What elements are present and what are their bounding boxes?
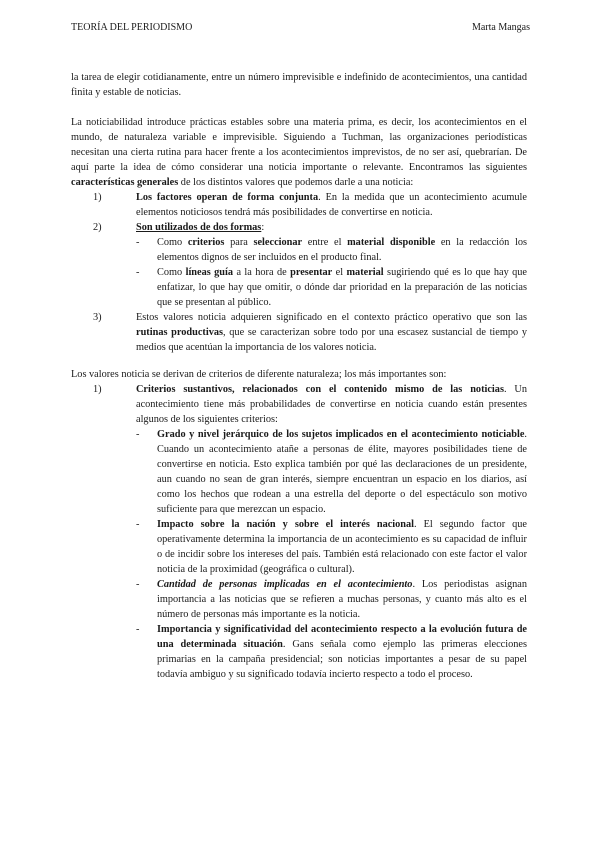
list-item-text: . En la medida que un acontecimiento acumule elementos noticiosos tendrá más posibilidades de convertirse en noticia. (136, 192, 527, 218)
sublist-text: . Cuando un acontecimiento atañe a personas de élite, mayores posibilidades tiene de convertirse en noticia. Esto explica también por qué las declaraciones de un presidente, aun cuando no sean de gran interés, siempre encuentran un espacio en los diarios, así como los hechos que rodean a una estrella del deporte o del espectáculo son motivo suficiente para que merezcan un espacio. (157, 429, 527, 515)
sublist-bold: presentar (290, 267, 333, 278)
sublist-item (136, 622, 527, 682)
sublist-item (136, 517, 527, 577)
sublist-bold: material disponible (347, 237, 436, 248)
sublist-bold: seleccionar (253, 237, 303, 248)
sublist-bold: criterios (187, 237, 225, 248)
list-item-text: : (261, 222, 265, 233)
sublist-bold: Impacto sobre la nación y sobre el interés nacional (157, 519, 415, 530)
sublist-text: . El segundo factor que operativamente determina la importancia de un acontecimiento es su capacidad de influir o de incidir sobre los intereses del país. También está relacionado con este factor el valor noticia de la proximidad (geográfica o cultural). (157, 519, 527, 575)
dash-marker: - (136, 579, 140, 590)
page-header (71, 22, 530, 33)
noticiabilidad-paragraph (71, 115, 527, 190)
list-item (71, 190, 527, 220)
header-author-name: Marta Mangas (471, 22, 530, 33)
list-number: 2) (93, 222, 102, 233)
list-item (71, 310, 527, 355)
sublist-item (136, 265, 527, 310)
dash-marker: - (136, 624, 140, 635)
sublist-bold: líneas guía (185, 267, 234, 278)
criteria-list (71, 382, 527, 682)
paragraph-text: La noticiabilidad introduce prácticas estables sobre una materia prima, es decir, los acontecimientos en el mundo, de naturaleza variable e imprevisible. Siguiendo a Tuchman, las organizaciones periodísticas necesitan una cierta rutina para hacer frente a los acontecimientos imprevistos, de no ser así, quebrarían. De aquí parte la idea de cómo considerar una noticia importante o relevante. Encontramos las siguientes (71, 117, 527, 173)
sublist-item (136, 235, 527, 265)
sublist (136, 235, 527, 310)
sublist (136, 427, 527, 682)
sublist-bold: Importancia y significatividad del acontecimiento respecto a la evolución futura de una determinada situación (157, 624, 527, 650)
list-item-bold: Son utilizados de dos formas (136, 222, 262, 233)
sublist-text: a la hora de (233, 267, 291, 278)
list-item-bold: Los factores operan de forma conjunta (136, 192, 319, 203)
list-number: 3) (93, 312, 102, 323)
sublist-text: para (224, 237, 254, 248)
dash-marker: - (136, 519, 140, 530)
header-course-title: TEORÍA DEL PERIODISMO (71, 22, 193, 33)
sublist-text: . Los periodistas asignan importancia a las noticias que se refieren a muchas personas, y cuanto más alto es el número de personas más importante es la noticia. (157, 579, 528, 620)
list-item-text: , que se caracterizan sobre todo por una escasez sustancial de tiempo y medios que acentúan la importancia de los valores noticia. (136, 327, 527, 353)
document-body (71, 70, 527, 682)
sublist-text: el (332, 267, 347, 278)
list-item-text: Estos valores noticia adquieren significado en el contexto práctico operativo que son las (136, 312, 527, 323)
dash-marker: - (136, 267, 140, 278)
sublist-bold: material (346, 267, 384, 278)
list-item (71, 220, 527, 310)
sublist-item (136, 577, 527, 622)
criteria-intro-paragraph: Los valores noticia se derivan de criterios de diferente naturaleza; los más importantes son: (71, 369, 447, 380)
list-item-bold: Criterios sustantivos, relacionados con el contenido mismo de las noticias (136, 384, 504, 395)
list-item (71, 382, 527, 682)
sublist-text: . Gans señala como ejemplo las primeras elecciones primarias en la campaña presidencial; son noticias importantes a pesar de su papel todavía ambiguo y su significado todavía incierto respecto a todo el proceso. (157, 639, 527, 680)
list-number: 1) (93, 192, 102, 203)
sublist-text: Como (157, 237, 188, 248)
list-number: 1) (93, 384, 102, 395)
sublist-text: en la redacción los elementos dignos de ser incluidos en el producto final. (157, 237, 527, 263)
dash-marker: - (136, 237, 140, 248)
sublist-item (136, 427, 527, 517)
sublist-text: Como (157, 267, 186, 278)
paragraph-bold-term: características generales (71, 177, 179, 188)
sublist-bold: Cantidad de personas implicadas en el acontecimiento (157, 579, 413, 590)
intro-paragraph: la tarea de elegir cotidianamente, entre un número imprevisible e indefinido de acontecimientos, una cantidad finita y estable de noticias. (71, 72, 527, 98)
sublist-bold: Grado y nivel jerárquico de los sujetos implicados en el acontecimiento noticiable (157, 429, 525, 440)
paragraph-text: de los distintos valores que podemos darle a una noticia: (178, 177, 414, 188)
sublist-text: entre el (302, 237, 348, 248)
list-item-text: . Un acontecimiento tiene más probabilidades de convertirse en noticia cuando están presentes algunos de los siguientes criterios: (136, 384, 527, 425)
sublist-text: sugiriendo qué es lo que hay que enfatizar, lo que hay que omitir, o dónde dar prioridad en la preparación de las noticias que se presentan al público. (157, 267, 528, 308)
list-item-bold: rutinas productivas (136, 327, 224, 338)
general-characteristics-list (71, 190, 527, 355)
dash-marker: - (136, 429, 140, 440)
